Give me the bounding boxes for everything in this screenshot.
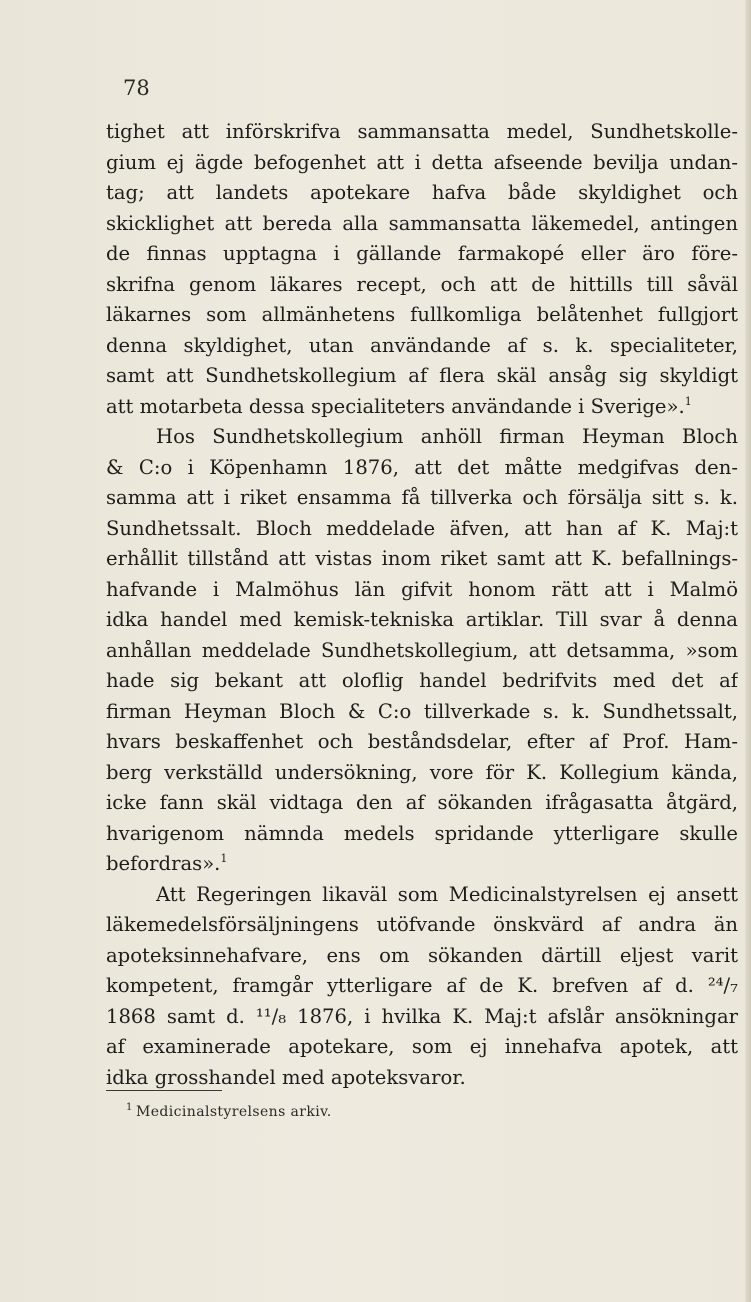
text-line xyxy=(106,514,738,545)
text-line xyxy=(106,1063,738,1094)
text-line-content: de finnas upptagna i gällande farmakopé eller äro före- xyxy=(106,242,738,265)
text-line xyxy=(106,971,738,1002)
text-line xyxy=(106,849,738,880)
text-line-content: hafvande i Malmöhus län gifvit honom rätt att i Malmö xyxy=(106,577,738,601)
text-line xyxy=(106,819,738,850)
text-line xyxy=(106,1032,738,1063)
text-line xyxy=(106,575,738,606)
text-line-content: icke fann skäl vidtaga den af sökanden ifrågasatta åtgärd, xyxy=(106,791,738,814)
text-line xyxy=(106,605,738,636)
text-line-content: firman Heyman Bloch & C:o tillverkade s. k. Sundhetssalt, xyxy=(106,699,738,723)
page-number: 78 xyxy=(123,76,150,100)
text-line-content: idka handel med kemisk-tekniska artiklar. Till svar å denna xyxy=(106,608,738,631)
text-line-content: Sundhetssalt. Bloch meddelade äfven, att han af K. Maj:t xyxy=(106,516,738,540)
text-line-content: gium ej ägde befogenhet att i detta afseende bevilja undan- xyxy=(106,150,738,174)
body-text xyxy=(106,117,738,1093)
text-line-content: samt att Sundhetskollegium af flera skäl ansåg sig skyldigt xyxy=(106,364,738,387)
text-line xyxy=(106,148,738,179)
footnote-text: Medicinalstyrelsens arkiv. xyxy=(136,1104,332,1120)
text-line-content: tighet att införskrifva sammansatta medel, Sundhetskolle- xyxy=(106,120,738,143)
text-line-content: hvarigenom nämnda medels spridande ytterligare skulle xyxy=(106,821,738,845)
text-line xyxy=(106,636,738,667)
text-line xyxy=(106,544,738,575)
text-line xyxy=(106,392,738,423)
text-line-content: Att Regeringen likaväl som Medicinalstyrelsen ej ansett xyxy=(156,882,738,906)
text-line-content: befordras». xyxy=(106,852,221,875)
footnote-reference: 1 xyxy=(220,852,228,865)
text-line-content: tag; att landets apotekare hafva både skyldighet och xyxy=(106,181,738,204)
text-line-content: anhållan meddelade Sundhetskollegium, att detsamma, »som xyxy=(106,638,738,662)
text-line xyxy=(106,270,738,301)
text-line-content: Hos Sundhetskollegium anhöll firman Heyman Bloch xyxy=(156,425,738,448)
text-line xyxy=(106,758,738,789)
text-line xyxy=(106,117,738,148)
text-line xyxy=(106,1002,738,1033)
text-line-content: skicklighet att bereda alla sammansatta läkemedel, antingen xyxy=(106,211,738,235)
text-line-content: apoteksinnehafvare, ens om sökanden därtill eljest varit xyxy=(106,943,738,967)
text-line-content: 1868 samt d. ¹¹/₈ 1876, i hvilka K. Maj:t afslår ansökningar xyxy=(106,1004,738,1028)
text-line-content: att motarbeta dessa specialiteters användande i Sverige». xyxy=(106,394,685,418)
footnote-marker: 1 xyxy=(126,1102,133,1113)
text-line xyxy=(106,697,738,728)
text-line xyxy=(106,941,738,972)
text-line xyxy=(106,880,738,911)
text-line-content: hvars beskaffenhet och beståndsdelar, efter af Prof. Ham- xyxy=(106,730,738,753)
text-line-content: denna skyldighet, utan användande af s. k. specialiteter, xyxy=(106,333,738,357)
text-line-content: samma att i riket ensamma få tillverka och försälja sitt s. k. xyxy=(106,486,738,509)
text-line xyxy=(106,727,738,758)
footnote-reference: 1 xyxy=(684,394,692,408)
text-line-content: läkemedelsförsäljningens utöfvande önskvärd af andra än xyxy=(106,913,738,936)
text-line xyxy=(106,910,738,941)
text-line xyxy=(106,788,738,819)
text-line-content: & C:o i Köpenhamn 1876, att det måtte medgifvas den- xyxy=(106,455,738,479)
text-line-content: af examinerade apotekare, som ej innehafva apotek, att xyxy=(106,1035,738,1058)
text-line-content: berg verkställd undersökning, vore för K. Kollegium kända, xyxy=(106,760,738,784)
text-line xyxy=(106,178,738,209)
text-line xyxy=(106,422,738,453)
text-line-content: skrifna genom läkares recept, och att de hittills till såväl xyxy=(106,272,738,296)
text-line xyxy=(106,209,738,240)
text-line-content: läkarnes som allmänhetens fullkomliga belåtenhet fullgjort xyxy=(106,303,738,326)
text-line-content: idka grosshandel med apoteksvaror. xyxy=(106,1065,466,1089)
text-line xyxy=(106,483,738,514)
text-line-content: kompetent, framgår ytterligare af de K. brefven af d. ²⁴/₇ xyxy=(106,974,738,997)
text-line xyxy=(106,666,738,697)
text-line xyxy=(106,331,738,362)
footnote xyxy=(126,1102,332,1122)
footnote-divider xyxy=(106,1090,222,1091)
text-line xyxy=(106,453,738,484)
page-edge xyxy=(745,0,751,1302)
text-line xyxy=(106,239,738,270)
text-line-content: hade sig bekant att oloflig handel bedrifvits med det af xyxy=(106,669,738,692)
text-line xyxy=(106,300,738,331)
text-line-content: erhållit tillstånd att vistas inom riket samt att K. befallnings- xyxy=(106,547,738,570)
text-line xyxy=(106,361,738,392)
